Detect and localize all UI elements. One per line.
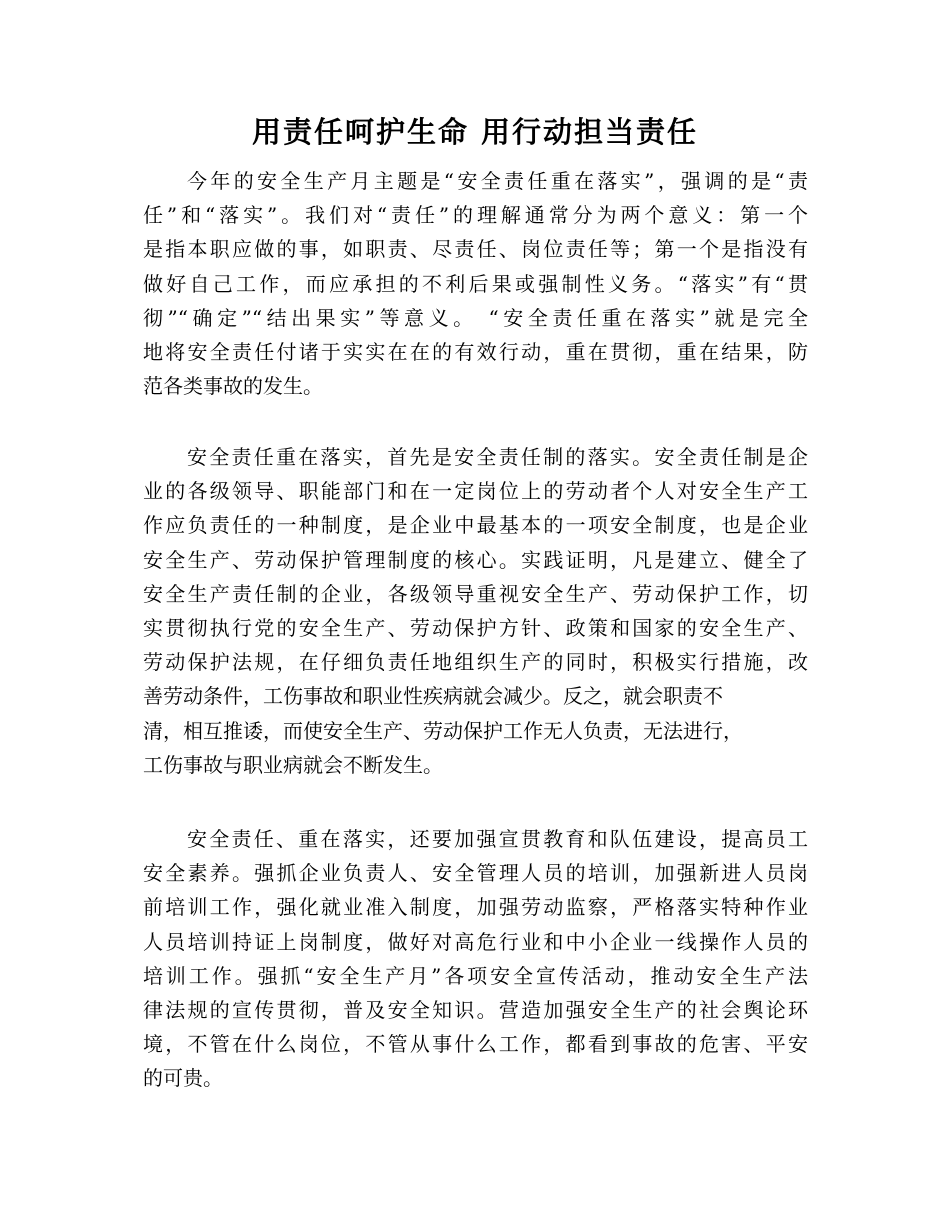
paragraph-line: 人员培训持证上岗制度，做好对高危行业和中小企业一线操作人员的 — [143, 929, 808, 954]
paragraph-line: 培训工作。强抓“安全生产月”各项安全宣传活动，推动安全生产法 — [143, 963, 808, 988]
paragraph — [143, 164, 808, 403]
document-title: 用责任呵护生命 用行动担当责任 — [251, 115, 699, 149]
paragraph-line: 做好自己工作，而应承担的不利后果或强制性义务。“落实”有“贯 — [143, 271, 808, 296]
paragraph-line: 清，相互推诿，而使安全生产、劳动保护工作无人负责，无法进行， — [143, 718, 743, 743]
paragraph-line: 实贯彻执行党的安全生产、劳动保护方针、政策和国家的安全生产、 — [143, 615, 808, 640]
paragraph-line: 任”和“落实”。我们对“责任”的理解通常分为两个意义：第一个 — [143, 203, 808, 228]
paragraph-line: 善劳动条件，工伤事故和职业性疾病就会减少。反之，就会职责不 — [143, 684, 723, 709]
paragraph-line: 的可贵。 — [143, 1066, 223, 1091]
paragraph-line: 安全素养。强抓企业负责人、安全管理人员的培训，加强新进人员岗 — [143, 861, 808, 886]
paragraph — [143, 440, 808, 782]
paragraph-line: 安全责任、重在落实，还要加强宣贯教育和队伍建设，提高员工 — [187, 827, 808, 851]
paragraph-line: 地将安全责任付诸于实实在在的有效行动，重在贯彻，重在结果，防 — [143, 339, 808, 364]
paragraph-line: 劳动保护法规，在仔细负责任地组织生产的同时，积极实行措施，改 — [143, 650, 808, 675]
paragraph-line: 范各类事故的发生。 — [143, 374, 323, 399]
paragraph — [143, 822, 808, 1096]
paragraph-line: 作应负责任的一种制度，是企业中最基本的一项安全制度，也是企业 — [143, 513, 808, 538]
paragraph-line: 安全生产、劳动保护管理制度的核心。实践证明，凡是建立、健全了 — [143, 547, 808, 572]
paragraph-line: 境，不管在什么岗位，不管从事什么工作，都看到事故的危害、平安 — [143, 1032, 808, 1057]
paragraph-line: 业的各级领导、职能部门和在一定岗位上的劳动者个人对安全生产工 — [143, 479, 808, 504]
paragraph-line: 律法规的宣传贯彻，普及安全知识。营造加强安全生产的社会舆论环 — [143, 997, 808, 1022]
paragraph-line: 前培训工作，强化就业准入制度，加强劳动监察，严格落实特种作业 — [143, 895, 808, 920]
paragraph-line: 安全生产责任制的企业，各级领导重视安全生产、劳动保护工作，切 — [143, 581, 808, 606]
paragraph-line: 彻”“确定”“结出果实”等意义。 “安全责任重在落实”就是完全 — [143, 305, 808, 330]
paragraph-line: 工伤事故与职业病就会不断发生。 — [143, 752, 443, 777]
paragraph-line: 今年的安全生产月主题是“安全责任重在落实”，强调的是“责 — [187, 169, 808, 193]
paragraph-line: 是指本职应做的事，如职责、尽责任、岗位责任等；第一个是指没有 — [143, 237, 808, 262]
paragraph-line: 安全责任重在落实，首先是安全责任制的落实。安全责任制是企 — [187, 445, 808, 469]
